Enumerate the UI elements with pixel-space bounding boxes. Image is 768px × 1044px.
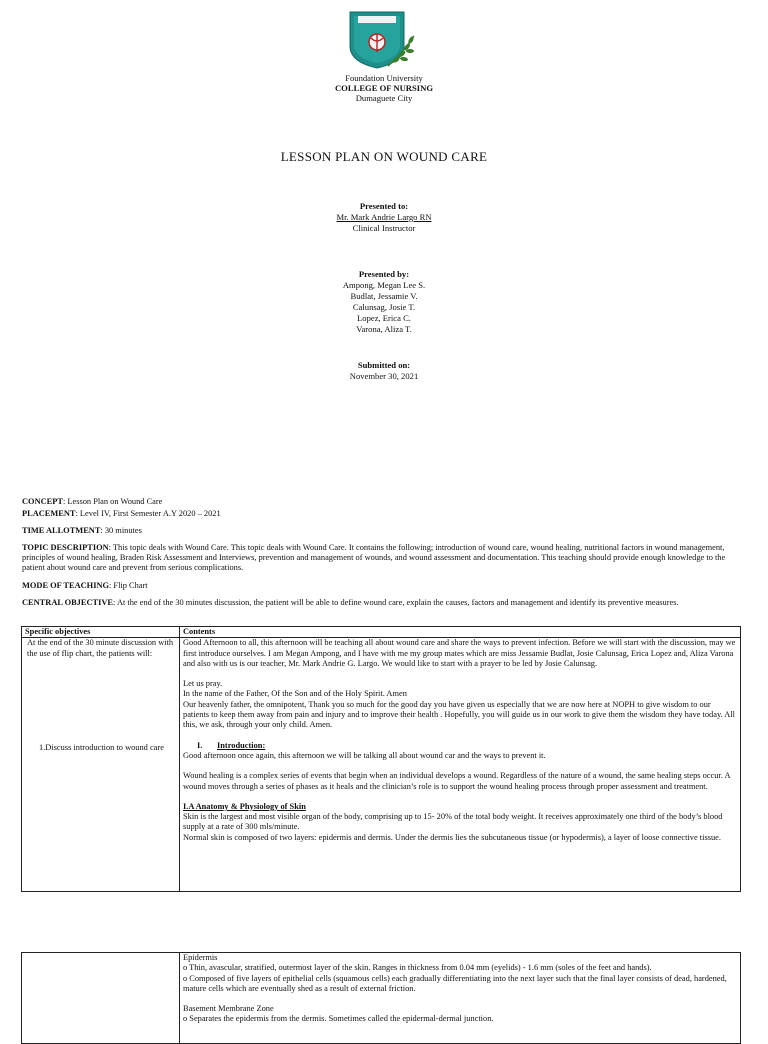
presented-to-block [0,201,768,234]
instructor-name: Mr. Mark Andrie Largo RN [336,212,432,222]
presenter-name: Varona, Aliza T. [356,324,412,334]
contents-cell [180,953,741,1044]
bmz-point-1: o Separates the epidermis from the dermis. Sometimes called the epidermal-dermal junction. [183,1014,494,1024]
topic-description-label: TOPIC DESCRIPTION [22,543,109,552]
document-header [0,73,768,103]
concept-field [22,497,746,507]
section-heading [183,741,737,751]
table-row [22,953,741,1044]
presented-by-block [0,269,768,335]
city-name: Dumaguete City [355,93,413,103]
contents-header: Contents [183,627,216,636]
placement-label: PLACEMENT [22,509,76,518]
epidermis-point-2: o Composed of five layers of epithelial cells (squamous cells) each gradually differentiating into the next layer such that the final layer consists of dead, hardened, mature cells which are eventually shed as a result of external friction. [183,973,727,993]
objectives-cell [22,953,180,1044]
topic-description-field [22,543,746,573]
university-name: Foundation University [345,73,423,83]
college-name: COLLEGE OF NURSING [334,83,434,93]
concept-label: CONCEPT [22,497,63,506]
time-allotment-field [22,526,746,536]
prayer-opening: In the name of the Father, Of the Son and of the Holy Spirit. Amen [183,689,407,699]
central-objective-value: : At the end of the 30 minutes discussion, the patient will be able to define wound care, explain the causes, factors and management and identify its preventive measures. [112,598,679,607]
mode-of-teaching-label: MODE OF TEACHING [22,581,110,590]
placement-field [22,509,746,519]
presenter-name: Lopez, Erica C. [357,313,411,323]
concept-value: : Lesson Plan on Wound Care [62,497,163,506]
placement-value: : Level IV, First Semester A.Y 2020 – 2021 [75,509,221,518]
lesson-plan-table-continued [21,952,741,1044]
table-header-row [22,627,741,638]
greeting-paragraph: Good Afternoon to all, this afternoon will be teaching all about wound care and share the ways to prevent infection. Before we will start with the discussion, may we first introduce ourselves. I am Megan Ampong, and I have with me my group mates which are miss Jessamie Budlat, Josie Calunsag, Erica Lopez and, Aliza Varona and also with us is our teacher, Mr. Mark Andrie G. Largo. We would like to start with a prayer to be led by Josie Calunsag. [183,638,736,668]
section-title: Introduction: [217,740,266,750]
time-allotment-value: : 30 minutes [100,526,142,535]
presenter-name: Calunsag, Josie T. [352,302,416,312]
submitted-date: November 30, 2021 [349,371,419,381]
submitted-label: Submitted on: [357,360,411,370]
central-objective-label: CENTRAL OBJECTIVE [22,598,113,607]
objective-1: 1.Discuss introduction to wound care [39,742,164,752]
college-of-nursing-logo [344,6,422,70]
section-number: I. [197,740,203,750]
presenter-name: Ampong, Megan Lee S. [342,280,426,290]
instructor-role: Clinical Instructor [352,223,416,233]
anatomy-heading: I.A Anatomy & Physiology of Skin [183,801,306,811]
objectives-cell [22,638,180,892]
objectives-intro: At the end of the 30 minute discussion with the use of flip chart, the patients will: [27,638,174,658]
intro-paragraph: Good afternoon once again, this afternoon we will be talking all about wound car and the ways to prevent it. [183,750,546,760]
anatomy-paragraph-1: Skin is the largest and most visible organ of the body, comprising up to 15- 20% of the total body weight. It receives approximately one third of the body’s blood supply at a rate of 300 mls/minute. [183,812,723,832]
submitted-block [0,360,768,382]
topic-description-value: : This topic deals with Wound Care. This topic deals with Wound Care. It contains the following; introduction of wound care, wound healing, nutritional factors in wound management, principles of wound healing, Braden Risk Assessment and Interviews, prevention and management of wounds, and wound assessment and documentation. This teaching should provide enough knowledge to the patient about wound care and prevent from serious complications. [22,543,726,572]
anatomy-paragraph-2: Normal skin is composed of two layers: epidermis and dermis. Under the dermis lies the subcutaneous tissue (or hypodermis), a layer of loose connective tissue. [183,832,721,842]
mode-of-teaching-field [22,581,746,591]
table-row [22,638,741,892]
document-title: LESSON PLAN ON WOUND CARE [280,149,488,164]
time-allotment-label: TIME ALLOTMENT [22,526,101,535]
contents-cell [180,638,741,892]
presenter-name: Budlat, Jessamie V. [350,291,418,301]
let-us-pray: Let us pray. [183,679,223,689]
specific-objectives-header: Specific objectives [25,627,91,636]
lesson-plan-table [21,626,741,892]
mode-of-teaching-value: : Flip Chart [109,581,148,590]
presented-to-label: Presented to: [359,201,409,211]
epidermis-point-1: o Thin, avascular, stratified, outermost layer of the skin. Ranges in thickness from 0.04 mm (eyelids) - 1.6 mm (soles of the feet and hands). [183,963,652,973]
central-objective-field [22,598,746,608]
wound-healing-paragraph: Wound healing is a complex series of events that begin when an individual develops a wound. Regardless of the nature of a wound, the same healing steps occur. A wound moves through a series of phases as it heals and the clinician’s role is to support the wound healing process through proper assessment and treatment. [183,771,731,791]
prayer-body: Our heavenly father, the omnipotent, Thank you so much for the good day you have given us especially that we are now here at NOPH to give wisdom to our patients to keep them away from pain and injury and to improve their health . Hopefully, you will guide us in our work to give them the wisdom they have today. All this, we ask, through your only child. Amen. [183,699,736,730]
bmz-heading: Basement Membrane Zone [183,1004,274,1014]
epidermis-heading: Epidermis [183,953,218,962]
presented-by-label: Presented by: [358,269,410,279]
